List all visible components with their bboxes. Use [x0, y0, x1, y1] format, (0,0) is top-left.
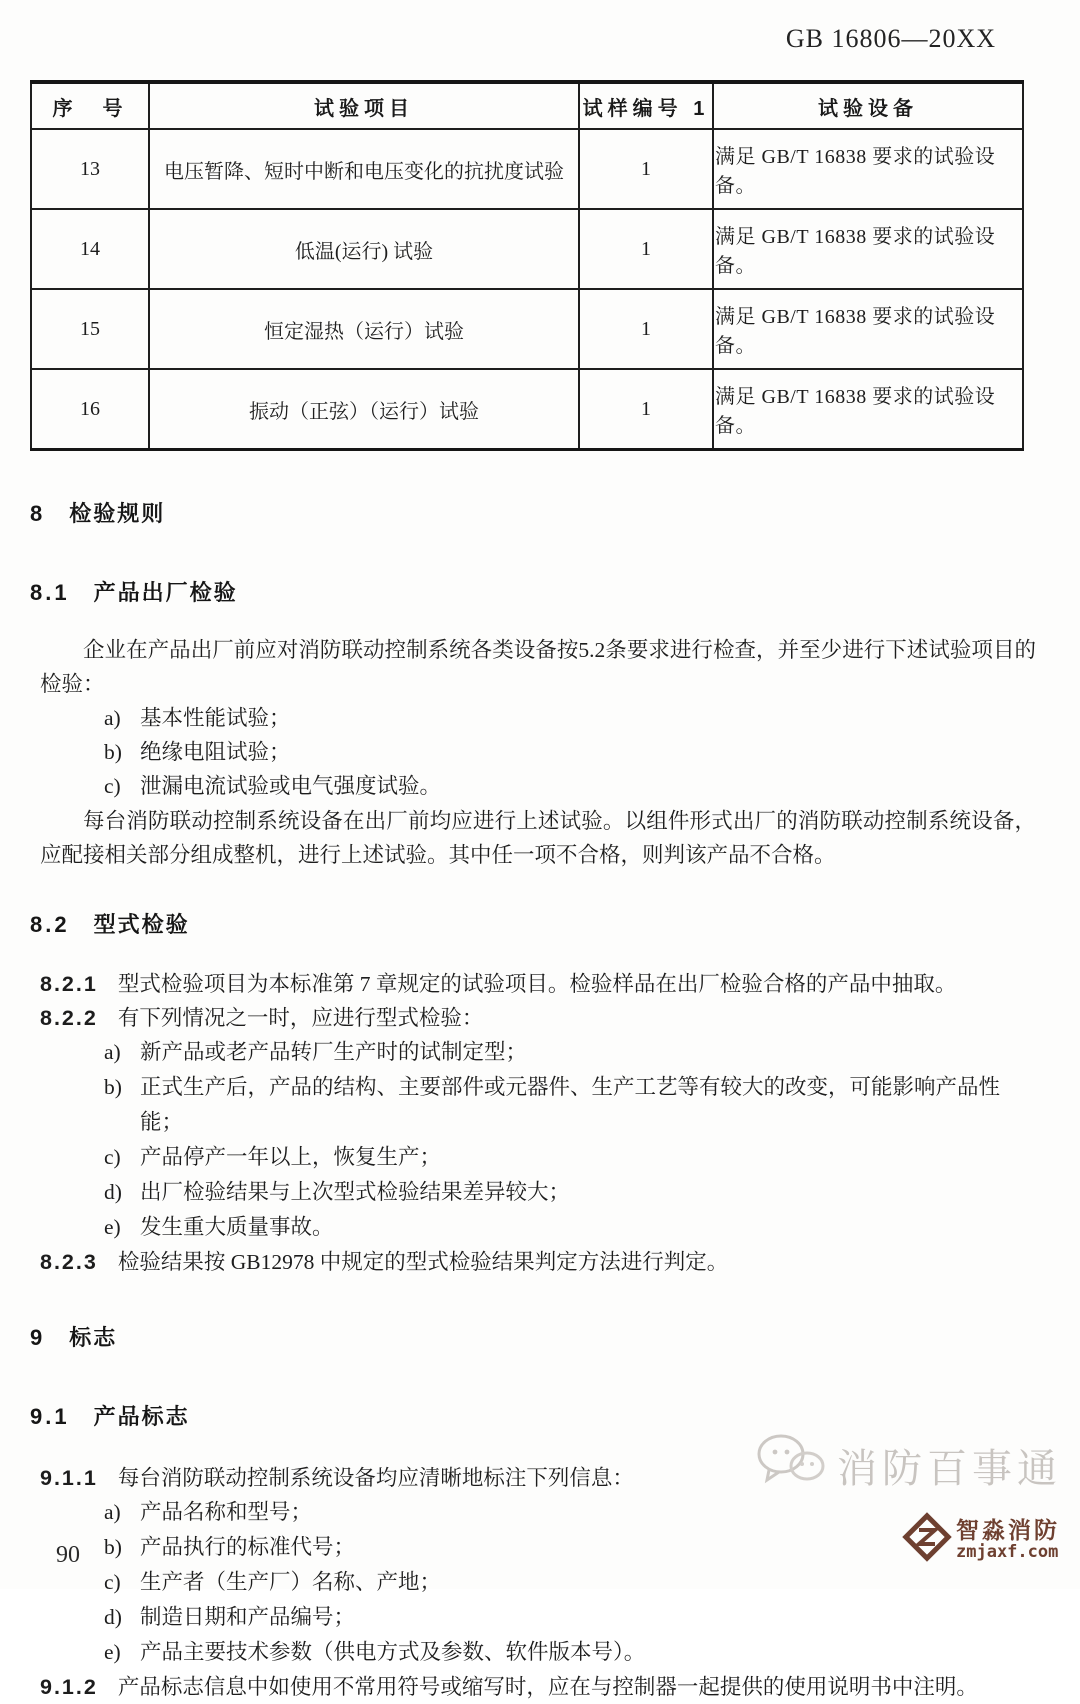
section-title: 产品标志: [93, 1404, 190, 1429]
clause-number: 8.2.3: [40, 1250, 98, 1274]
list-item-label: d): [104, 1180, 122, 1204]
list-item-text: 泄漏电流试验或电气强度试验。: [140, 774, 442, 798]
section-number: 8.2: [30, 912, 70, 937]
section-8-1-heading: [30, 576, 1080, 607]
list-item-label: c): [104, 1145, 121, 1169]
logo-domain: zmjaxf.com: [956, 1541, 1059, 1562]
cell-item: 低温(运行) 试验: [149, 209, 579, 289]
cell-sample: 1: [579, 369, 713, 450]
section-8-2-heading: [30, 908, 1080, 939]
list-item-label: e): [104, 1640, 121, 1664]
watermark-brand-text: 消防百事通: [837, 1446, 1062, 1491]
section-title: 型式检验: [93, 912, 190, 937]
section-title: 标志: [69, 1325, 118, 1350]
cell-equipment: 满足 GB/T 16838 要求的试验设备。: [713, 129, 1023, 209]
section-number: 9.1: [30, 1404, 70, 1429]
clause-text: 型式检验项目为本标准第 7 章规定的试验项目。检验样品在出厂检验合格的产品中抽取。: [117, 972, 957, 996]
cell-no: 13: [31, 129, 149, 209]
section-8-2-body: [0, 967, 1080, 1279]
cell-no: 16: [31, 369, 149, 450]
cell-equipment: 满足 GB/T 16838 要求的试验设备。: [713, 369, 1023, 450]
list-item-text: 产品主要技术参数（供电方式及参数、软件版本号）。: [140, 1640, 646, 1664]
list-item: [40, 1210, 1036, 1245]
page-number: 90: [56, 1542, 80, 1568]
section-number: 9: [30, 1325, 46, 1350]
section-8-heading: [30, 497, 1080, 528]
list-item-label: b): [104, 1535, 122, 1559]
list-item-text: 生产者（生产厂）名称、产地；: [140, 1570, 442, 1594]
watermark-logo-row: [904, 1512, 1060, 1567]
clause-text: 有下列情况之一时，应进行型式检验：: [117, 1006, 484, 1030]
clause-9-1-2: [40, 1670, 1036, 1704]
cell-item: 恒定湿热（运行）试验: [149, 289, 579, 369]
list-item: [40, 1175, 1036, 1210]
list-item-label: a): [104, 1040, 121, 1064]
list-item-text: 产品停产一年以上，恢复生产；: [140, 1145, 442, 1169]
cell-equipment: 满足 GB/T 16838 要求的试验设备。: [713, 209, 1023, 289]
cell-sample: 1: [579, 289, 713, 369]
clause-number: 9.1.2: [40, 1675, 98, 1699]
clause-8-2-2: [40, 1001, 1036, 1035]
watermark: [755, 1432, 1062, 1567]
cell-sample: 1: [579, 209, 713, 289]
clause-8-2-3: [40, 1245, 1036, 1279]
list-item: [40, 701, 1036, 735]
list-item-label: c): [104, 774, 121, 798]
list-item-text: 新产品或老产品转厂生产时的试制定型；: [140, 1040, 528, 1064]
list-item-text: 绝缘电阻试验；: [140, 740, 291, 764]
list-item-text: 基本性能试验；: [140, 706, 291, 730]
cell-item: 振动（正弦）（运行）试验: [149, 369, 579, 450]
section-number: 8: [30, 501, 46, 526]
doc-code: GB 16806—20XX: [785, 24, 996, 53]
clause-8-2-1: [40, 967, 1036, 1001]
cell-sample: 1: [579, 129, 713, 209]
list-item-label: a): [104, 1500, 121, 1524]
list-item: [40, 769, 1036, 803]
section-number: 8.1: [30, 580, 70, 605]
diamond-z-logo-icon: [904, 1512, 950, 1567]
clause-text: 每台消防联动控制系统设备均应清晰地标注下列信息：: [117, 1466, 634, 1490]
list-item-label: d): [104, 1605, 122, 1629]
paragraph: 企业在产品出厂前应对消防联动控制系统各类设备按5.2条要求进行检查，并至少进行下述试验项目的检验：: [40, 638, 1036, 696]
section-title: 检验规则: [69, 501, 166, 526]
watermark-brand-row: [755, 1432, 1062, 1498]
list-item: [40, 1635, 1036, 1670]
logo-text-block: [956, 1518, 1060, 1562]
cell-item: 电压暂降、短时中断和电压变化的抗扰度试验: [149, 129, 579, 209]
list-item: [40, 1070, 1036, 1140]
section-8-1-body: [0, 633, 1080, 872]
table-row: [31, 209, 1023, 289]
paragraph: 每台消防联动控制系统设备在出厂前均应进行上述试验。以组件形式出厂的消防联动控制系统设备，应配接相关部分组成整机，进行上述试验。其中任一项不合格，则判该产品不合格。: [40, 809, 1036, 867]
table-header-row: [31, 82, 1023, 129]
col-header-equipment: 试验设备: [713, 82, 1023, 129]
col-header-no: 序 号: [31, 82, 149, 129]
section-title: 产品出厂检验: [93, 580, 238, 605]
list-item-text: 产品名称和型号；: [140, 1500, 313, 1524]
list-item-text: 制造日期和产品编号；: [140, 1605, 356, 1629]
clause-number: 8.2.1: [40, 972, 98, 996]
list-item: [40, 1565, 1036, 1600]
wechat-chat-bubbles-icon: [755, 1432, 827, 1498]
list-item-text: 产品执行的标准代号；: [140, 1535, 356, 1559]
list-item: [40, 735, 1036, 769]
list-item-text: 发生重大质量事故。: [140, 1215, 334, 1239]
list-item-text: 正式生产后，产品的结构、主要部件或元器件、生产工艺等有较大的改变，可能影响产品性能；: [140, 1075, 1001, 1134]
list-item-label: b): [104, 1075, 122, 1099]
list-item-label: c): [104, 1570, 121, 1594]
col-header-sample: 试样编号 1: [579, 82, 713, 129]
list-item-label: b): [104, 740, 122, 764]
cell-no: 15: [31, 289, 149, 369]
cell-no: 14: [31, 209, 149, 289]
table-row: [31, 129, 1023, 209]
list-item: [40, 1600, 1036, 1635]
list-item: [40, 1140, 1036, 1175]
table-row: [31, 289, 1023, 369]
cell-equipment: 满足 GB/T 16838 要求的试验设备。: [713, 289, 1023, 369]
logo-title: 智淼消防: [956, 1516, 1060, 1543]
list-item-label: e): [104, 1215, 121, 1239]
clause-text: 检验结果按 GB12978 中规定的型式检验结果判定方法进行判定。: [117, 1250, 729, 1274]
test-items-table: [30, 80, 1024, 451]
list-item-text: 出厂检验结果与上次型式检验结果差异较大；: [140, 1180, 571, 1204]
list-item: [40, 1035, 1036, 1070]
table-row: [31, 369, 1023, 450]
list-item-label: a): [104, 706, 121, 730]
section-9-heading: [30, 1321, 1080, 1352]
col-header-item: 试验项目: [149, 82, 579, 129]
clause-number: 8.2.2: [40, 1006, 98, 1030]
clause-text: 产品标志信息中如使用不常用符号或缩写时，应在与控制器一起提供的使用说明书中注明。: [117, 1675, 978, 1699]
clause-number: 9.1.1: [40, 1466, 98, 1490]
section-9-1-heading: [30, 1400, 1080, 1431]
